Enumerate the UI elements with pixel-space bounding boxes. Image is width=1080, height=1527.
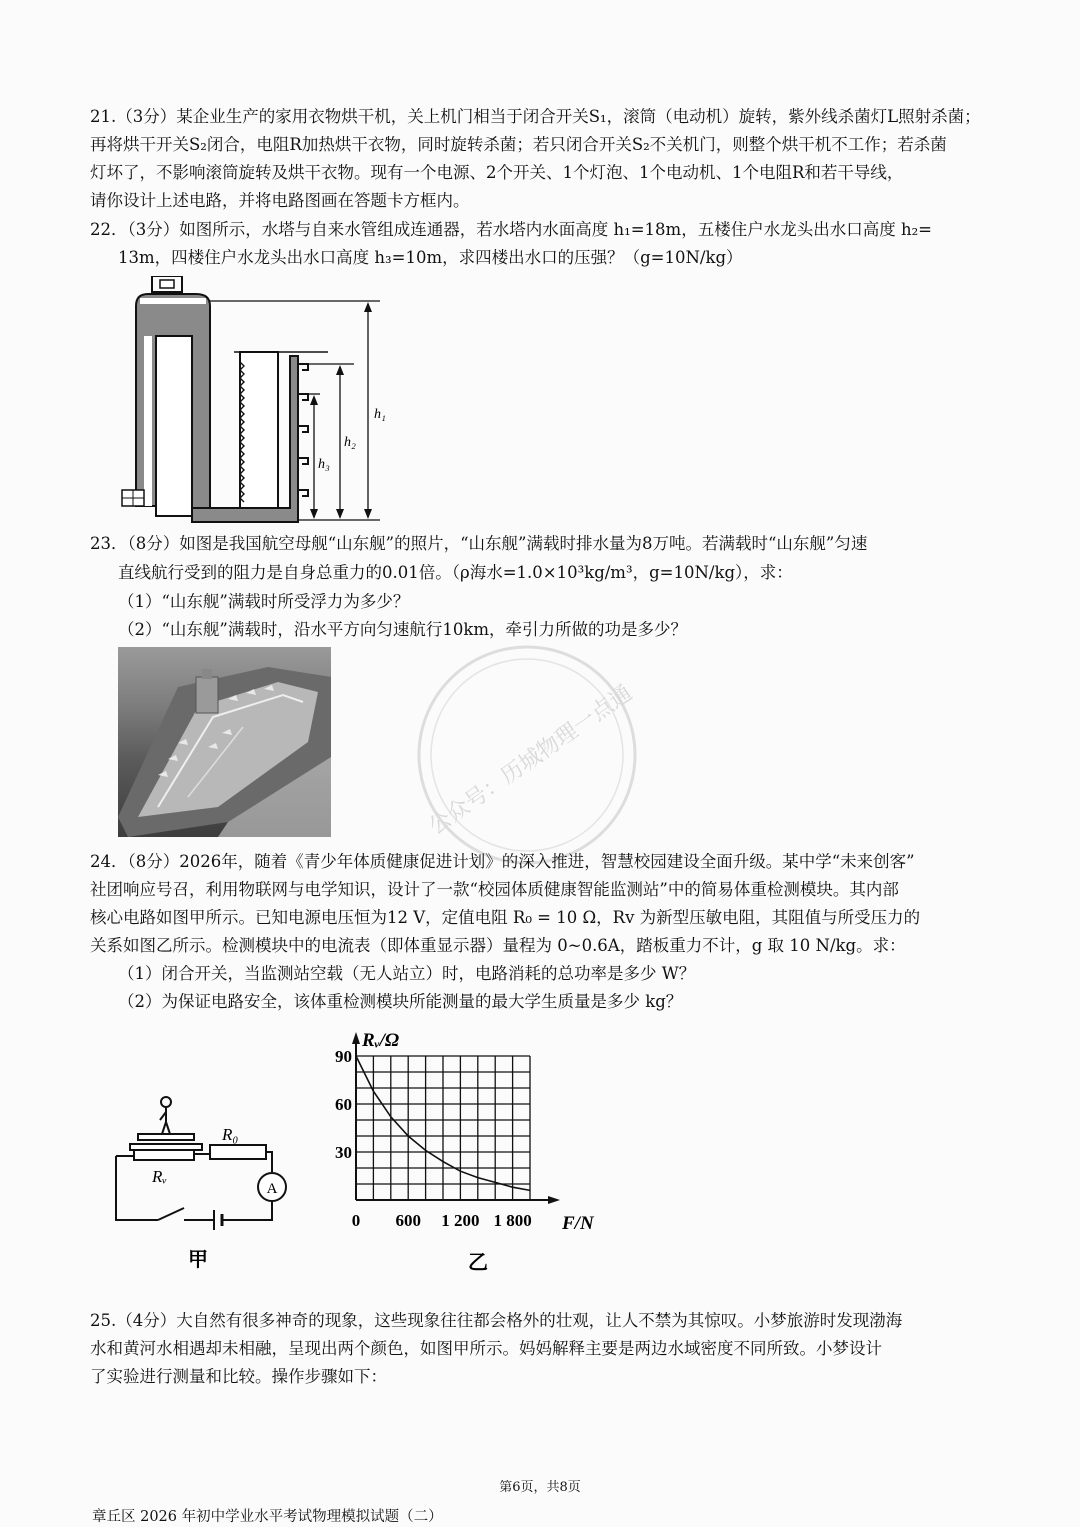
q24-sub-1: （1）闭合开关，当监测站空载（无人站立）时，电路消耗的总功率是多少 W？	[118, 964, 696, 983]
ammeter-label: A	[266, 1181, 278, 1197]
chart-axes	[352, 1032, 560, 1204]
h2-label: h₂	[344, 435, 356, 450]
q23-line-2: 直线航行受到的阻力是自身总重力的0.01倍。（ρ海水=1.0×10³kg/m³，g=10N/kg），求：	[118, 563, 793, 582]
water-tower-figure	[118, 276, 398, 528]
y-tick-label: 30	[335, 1143, 352, 1162]
x-tick-label: 0	[351, 1211, 361, 1230]
q24-line-1: 24．（8分）2026年，随着《青少年体质健康促进计划》的深入推进，智慧校园建设全面升级。某中学“未来创客”	[90, 852, 915, 871]
y-axis-label: Rᵥ/Ω	[362, 1030, 400, 1051]
q24-sub-2: （2）为保证电路安全，该体重检测模块所能测量的最大学生质量是多少 kg？	[118, 992, 683, 1011]
resistance-force-chart	[318, 1024, 608, 1276]
q21-line-4: 请你设计上述电路，并将电路图画在答题卡方框内。	[90, 191, 470, 210]
q24-line-3: 核心电路如图甲所示。已知电源电压恒为12 V，定值电阻 R₀ = 10 Ω，Rv 为新型压敏电阻，其阻值与所受压力的	[90, 908, 921, 927]
person-icon	[160, 1097, 171, 1134]
graph-caption: 乙	[468, 1250, 488, 1274]
circuit-diagram	[100, 1090, 300, 1280]
q23-sub-1: （1）“山东舰”满载时所受浮力为多少？	[118, 592, 410, 611]
y-tick-label: 60	[335, 1095, 352, 1114]
rv-label: Rᵥ	[152, 1167, 168, 1186]
q24-line-2: 社团响应号召，利用物联网与电学知识，设计了一款“校园体质健康智能监测站”中的简易体重检测模块。其内部	[90, 880, 899, 899]
q25-line-2: 水和黄河水相遇却未相融，呈现出两个颜色，如图甲所示。妈妈解释主要是两边水域密度不同所致。小梦设计	[90, 1339, 882, 1358]
q22-line-2: 13m，四楼住户水龙头出水口高度 h₃=10m，求四楼出水口的压强？（g=10N/kg）	[118, 248, 743, 267]
exam-title: 章丘区 2026 年初中学业水平考试物理模拟试题（二）	[92, 1509, 443, 1525]
q21-line-2: 再将烘干开关S₂闭合，电阻R加热烘干衣物，同时旋转杀菌；若只闭合开关S₂不关机门，则整个烘干机不工作；若杀菌	[90, 135, 947, 154]
switch	[158, 1208, 184, 1220]
watermark-text: 公众号：历城物理一点通	[424, 680, 638, 840]
r0-label: R₀	[222, 1125, 239, 1144]
circuit-caption: 甲	[188, 1247, 208, 1271]
q21-line-1: 21.（3分）某企业生产的家用衣物烘干机，关上机门相当于闭合开关S₁，滚筒（电动机）旋转，紫外线杀菌灯L照射杀菌；	[90, 107, 981, 126]
r0-resistor	[210, 1145, 266, 1159]
q25-line-1: 25.（4分）大自然有很多神奇的现象，这些现象往往都会格外的壮观，让人不禁为其惊叹。小梦旅游时发现渤海	[90, 1311, 903, 1330]
h3-label: h₃	[318, 457, 330, 472]
q23-line-1: 23．（8分）如图是我国航空母舰“山东舰”的照片，“山东舰”满载时排水量为8万吨。若满载时“山东舰”匀速	[90, 534, 868, 553]
x-tick-label: 1 200	[441, 1211, 480, 1230]
q21-line-3: 灯坏了，不影响滚筒旋转及烘干衣物。现有一个电源、2个开关、1个灯泡、1个电动机、1个电阻R和若干导线，	[90, 163, 904, 182]
page-number: 第6页，共8页	[499, 1480, 581, 1495]
x-tick-label: 600	[395, 1211, 421, 1230]
rv-resistor	[134, 1150, 194, 1160]
h1-label: h₁	[374, 407, 386, 422]
chart-grid	[356, 1056, 530, 1200]
y-tick-label: 90	[335, 1047, 352, 1066]
aircraft-carrier-photo	[118, 647, 331, 837]
q24-line-4: 关系如图乙所示。检测模块中的电流表（即体重显示器）量程为 0~0.6A，踏板重力不计，g 取 10 N/kg。求：	[90, 936, 906, 955]
watermark-stamp	[412, 640, 642, 870]
x-axis-label: F/N	[562, 1213, 594, 1234]
q22-line-1: 22．（3分）如图所示，水塔与自来水管组成连通器，若水塔内水面高度 h₁=18m，五楼住户水龙头出水口高度 h₂=	[90, 220, 933, 239]
x-tick-label: 1 800	[493, 1211, 532, 1230]
q25-line-3: 了实验进行测量和比较。操作步骤如下：	[90, 1367, 387, 1386]
q23-sub-2: （2）“山东舰”满载时，沿水平方向匀速航行10km，牵引力所做的功是多少？	[118, 620, 688, 639]
